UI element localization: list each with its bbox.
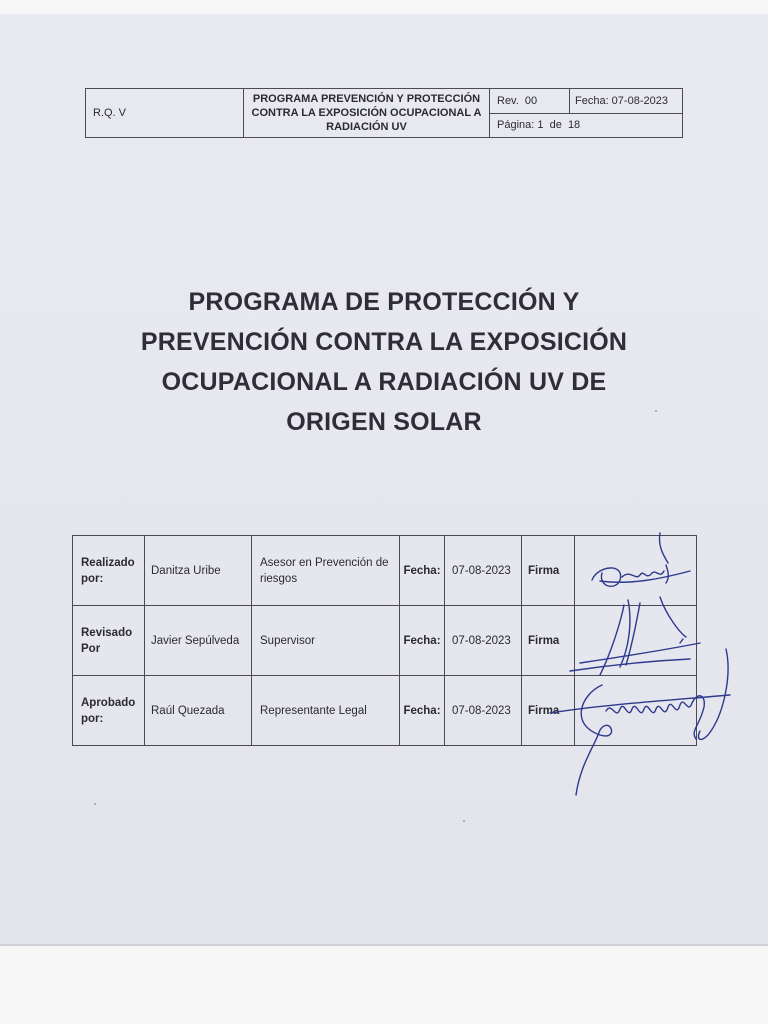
role-label: Aprobado por: bbox=[73, 676, 145, 746]
document-title bbox=[84, 282, 684, 442]
signature-raul-quezada bbox=[550, 649, 730, 795]
date-label: Fecha: bbox=[400, 676, 445, 746]
header-title-line: RADIACIÓN UV bbox=[326, 121, 407, 133]
scan-bottom-margin bbox=[0, 946, 768, 1024]
header-title-line: CONTRA LA EXPOSICIÓN OCUPACIONAL A bbox=[251, 107, 482, 119]
scan-speck bbox=[463, 820, 465, 822]
person-position: Asesor en Prevención de riesgos bbox=[252, 536, 400, 606]
page-number: Página: 1 de 18 bbox=[490, 113, 683, 138]
document-title-line: OCUPACIONAL A RADIACIÓN UV DE bbox=[161, 368, 607, 396]
date-label: Fecha: bbox=[400, 536, 445, 606]
signature-label: Firma bbox=[522, 606, 575, 676]
document-code: R.Q. V bbox=[86, 89, 244, 138]
role-label: Realizado por: bbox=[73, 536, 145, 606]
person-name: Danitza Uribe bbox=[145, 536, 252, 606]
approval-date: 07-08-2023 bbox=[445, 536, 522, 606]
document-title-line: PREVENCIÓN CONTRA LA EXPOSICIÓN bbox=[140, 328, 628, 356]
person-position: Representante Legal bbox=[252, 676, 400, 746]
approval-date: 07-08-2023 bbox=[445, 606, 522, 676]
person-name: Javier Sepúlveda bbox=[145, 606, 252, 676]
scan-speck bbox=[655, 410, 657, 412]
scan-top-margin bbox=[0, 0, 768, 14]
revision-number: Rev. 00 bbox=[490, 89, 570, 114]
date-label: Fecha: bbox=[400, 606, 445, 676]
person-name: Raúl Quezada bbox=[145, 676, 252, 746]
scan-speck bbox=[94, 803, 96, 805]
document-header-table bbox=[85, 88, 683, 138]
signature-danitza-uribe bbox=[592, 533, 690, 586]
document-title-line: ORIGEN SOLAR bbox=[286, 408, 482, 436]
handwritten-signatures bbox=[540, 525, 750, 805]
document-title-line: PROGRAMA DE PROTECCIÓN Y bbox=[188, 288, 580, 316]
role-label: Revisado Por bbox=[73, 606, 145, 676]
approval-date: 07-08-2023 bbox=[445, 676, 522, 746]
signature-javier-sepulveda bbox=[570, 597, 700, 675]
header-title-line: PROGRAMA PREVENCIÓN Y PROTECCIÓN bbox=[252, 93, 481, 105]
header-title bbox=[244, 89, 490, 138]
header-date: Fecha: 07-08-2023 bbox=[570, 89, 683, 114]
person-position: Supervisor bbox=[252, 606, 400, 676]
signature-label: Firma bbox=[522, 676, 575, 746]
signature-label: Firma bbox=[522, 536, 575, 606]
